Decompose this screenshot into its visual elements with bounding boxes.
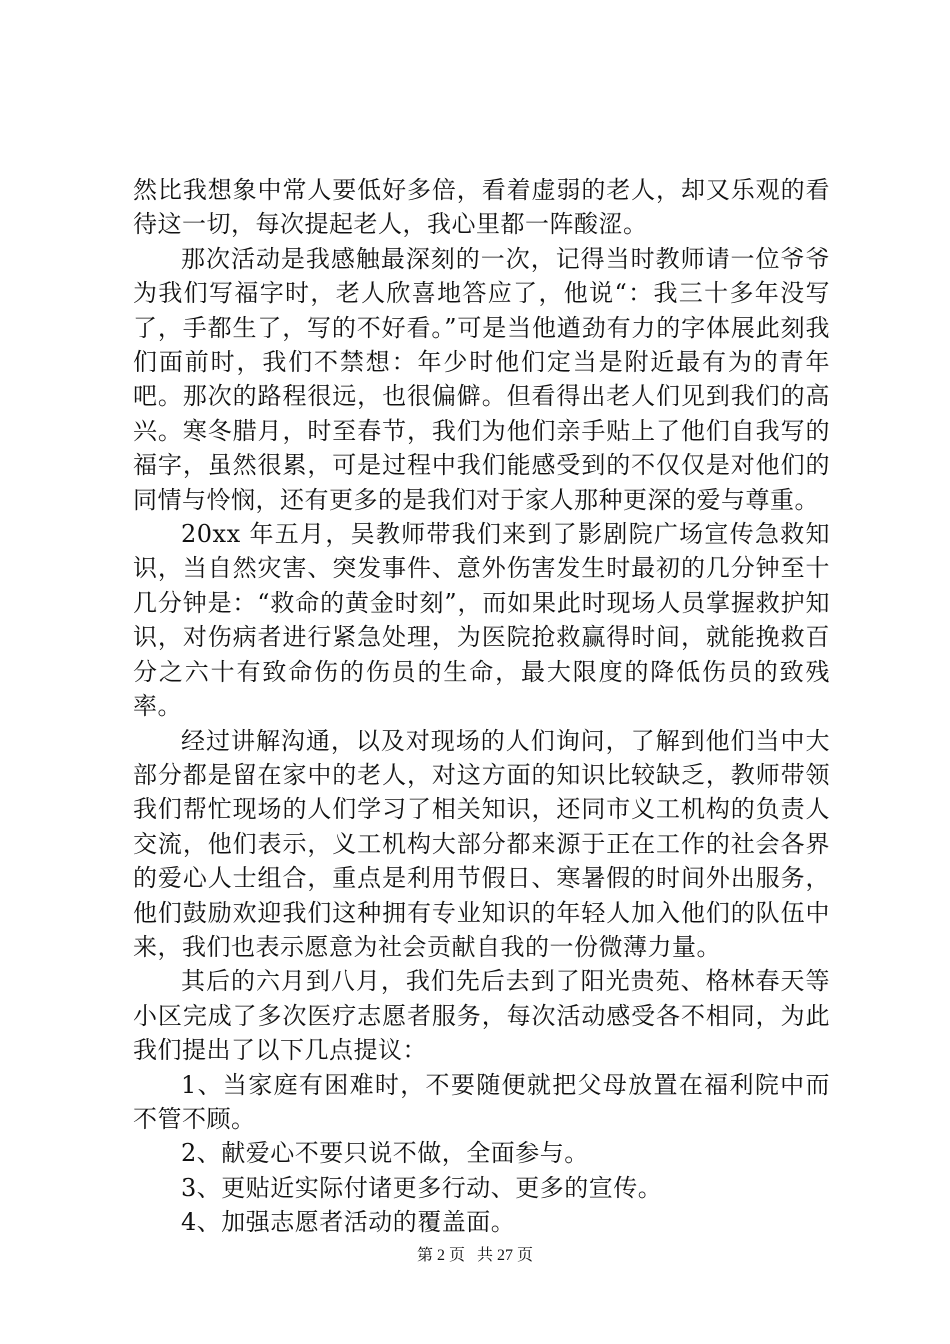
suggestion-item: 4、加强志愿者活动的覆盖面。	[181, 1208, 516, 1237]
document-body	[133, 173, 830, 1240]
paragraph: 经过讲解沟通，以及对现场的人们询问，了解到他们当中大部分都是留在家中的老人，对这方面的知识比较缺乏，教师带领我们帮忙现场的人们学习了相关知识，还同市义工机构的负责人交流，他们表示，义工机构大部分都来源于正在工作的社会各界的爱心人士组合，重点是利用节假日、寒暑假的时间外出服务，他们鼓励欢迎我们这种拥有专业知识的年轻人加入他们的队伍中来，我们也表示愿意为社会贡献自我的一份微薄力量。	[133, 726, 830, 961]
suggestion-item: 1、当家庭有困难时，不要随便就把父母放置在福利院中而不管不顾。	[133, 1070, 830, 1133]
page-total: 共 27 页	[477, 1247, 534, 1264]
suggestion-item: 3、更贴近实际付诸更多行动、更多的宣传。	[181, 1173, 663, 1202]
paragraph: 然比我想象中常人要低好多倍，看着虚弱的老人，却又乐观的看待这一切，每次提起老人，我心里都一阵酸涩。	[133, 176, 830, 239]
page-number: 第 2 页	[416, 1247, 465, 1264]
paragraph: 其后的六月到八月，我们先后去到了阳光贵苑、格林春天等小区完成了多次医疗志愿者服务，每次活动感受各不相同，为此我们提出了以下几点提议：	[133, 967, 830, 1065]
paragraph: 20xx 年五月，吴教师带我们来到了影剧院广场宣传急救知识，当自然灾害、突发事件、意外伤害发生时最初的几分钟至十几分钟是：“救命的黄金时刻”，而如果此时现场人员掌握救护知识，对伤病者进行紧急处理，为医院抢救赢得时间，就能挽救百分之六十有致命伤的伤员的生命，最大限度的降低伤员的致残率。	[133, 520, 830, 721]
paragraph: 那次活动是我感触最深刻的一次，记得当时教师请一位爷爷为我们写福字时，老人欣喜地答应了，他说“：我三十多年没写了，手都生了，写的不好看。”可是当他遒劲有力的字体展此刻我们面前时，我们不禁想：年少时他们定当是附近最有为的青年吧。那次的路程很远，也很偏僻。但看得出老人们见到我们的高兴。寒冬腊月，时至春节，我们为他们亲手贴上了他们自我写的福字，虽然很累，可是过程中我们能感受到的不仅仅是对他们的同情与怜悯，还有更多的是我们对于家人那种更深的爱与尊重。	[133, 244, 830, 514]
suggestion-item: 2、献爱心不要只说不做，全面参与。	[181, 1139, 589, 1168]
page-footer	[0, 1242, 950, 1265]
